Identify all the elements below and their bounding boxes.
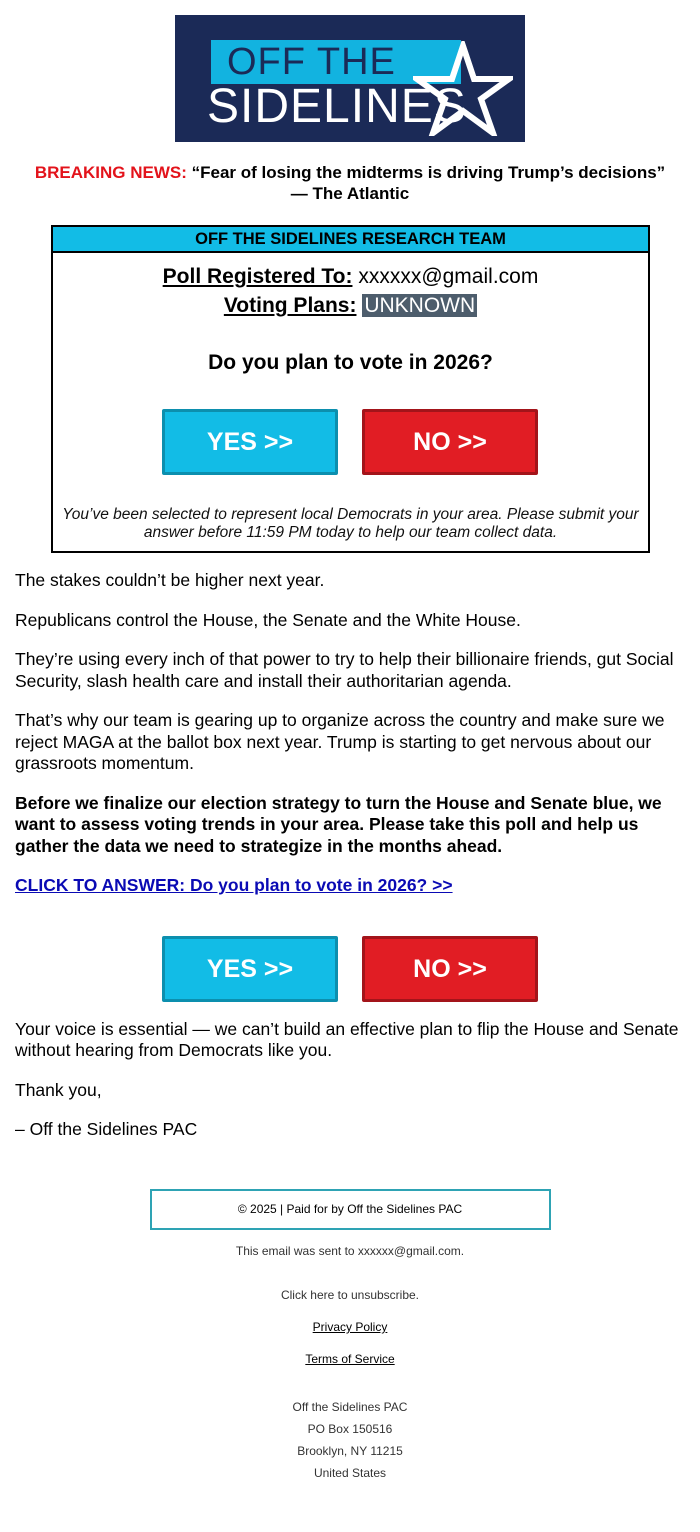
plans-line bbox=[53, 294, 648, 318]
registered-label: Poll Registered To: bbox=[162, 265, 353, 288]
breaking-news bbox=[0, 162, 700, 204]
poll-header: OFF THE SIDELINES RESEARCH TEAM bbox=[53, 227, 648, 253]
privacy-link[interactable]: Privacy Policy bbox=[312, 1320, 388, 1334]
address-line: Brooklyn, NY 11215 bbox=[297, 1444, 403, 1458]
answer-link[interactable]: CLICK TO ANSWER: Do you plan to vote in 2026? >> bbox=[15, 875, 453, 895]
no-button[interactable]: NO >> bbox=[362, 409, 538, 475]
unsubscribe-link[interactable]: Click here to unsubscribe. bbox=[280, 1288, 420, 1302]
plans-value: UNKNOWN bbox=[364, 294, 476, 317]
paragraph: The stakes couldn’t be higher next year. bbox=[15, 570, 325, 590]
address bbox=[0, 1396, 700, 1484]
registered-line bbox=[53, 265, 648, 289]
breaking-label: BREAKING NEWS: bbox=[34, 163, 187, 182]
footer bbox=[0, 1189, 700, 1484]
paragraph: That’s why our team is gearing up to organize across the country and make sure we reject MAGA at the ballot box next year. Trump is starting to get nervous about our grassroots momentum. bbox=[15, 710, 665, 773]
poll-note: You’ve been selected to represent local Democrats in your area. Please submit your answer before 11:59 PM today to help our team collect data. bbox=[62, 506, 639, 541]
paragraph-bold: Before we finalize our election strategy to turn the House and Senate blue, we want to assess voting trends in your area. Please take this poll and help us gather the data we need to strategize in the months ahead. bbox=[15, 792, 662, 856]
logo-line1: OFF THE bbox=[227, 41, 396, 83]
registered-value: xxxxxx@gmail.com bbox=[358, 265, 539, 288]
answer-buttons bbox=[15, 915, 685, 1019]
signature: – Off the Sidelines PAC bbox=[15, 1119, 198, 1139]
star-icon bbox=[413, 41, 513, 136]
address-line: PO Box 150516 bbox=[307, 1422, 393, 1436]
poll-box bbox=[51, 225, 650, 553]
logo-line2: SIDELINES bbox=[207, 80, 467, 133]
paid-for-box: © 2025 | Paid for by Off the Sidelines PAC bbox=[150, 1189, 551, 1230]
paragraph: Your voice is essential — we can’t build an effective plan to flip the House and Senate without hearing from Democrats like you. bbox=[15, 1018, 679, 1060]
signoff: Thank you, bbox=[15, 1079, 102, 1100]
yes-button[interactable]: YES >> bbox=[162, 409, 338, 475]
no-button-2[interactable]: NO >> bbox=[362, 936, 538, 1002]
breaking-source: — The Atlantic bbox=[290, 184, 410, 203]
breaking-quote: “Fear of losing the midterms is driving Trump’s decisions” bbox=[191, 163, 666, 182]
paragraph: Republicans control the House, the Senate and the White House. bbox=[15, 609, 521, 630]
terms-link[interactable]: Terms of Service bbox=[305, 1352, 395, 1366]
address-line: United States bbox=[313, 1466, 387, 1480]
yes-button-2[interactable]: YES >> bbox=[162, 936, 338, 1002]
paragraph: They’re using every inch of that power to try to help their billionaire friends, gut Social Security, slash health care and install their authoritarian agenda. bbox=[15, 649, 674, 691]
plans-label: Voting Plans: bbox=[223, 294, 357, 317]
poll-question: Do you plan to vote in 2026? bbox=[208, 351, 493, 374]
sent-to: This email was sent to xxxxxx@gmail.com. bbox=[235, 1244, 465, 1258]
email-body bbox=[15, 570, 685, 1159]
logo bbox=[175, 15, 525, 142]
address-line: Off the Sidelines PAC bbox=[292, 1400, 408, 1414]
